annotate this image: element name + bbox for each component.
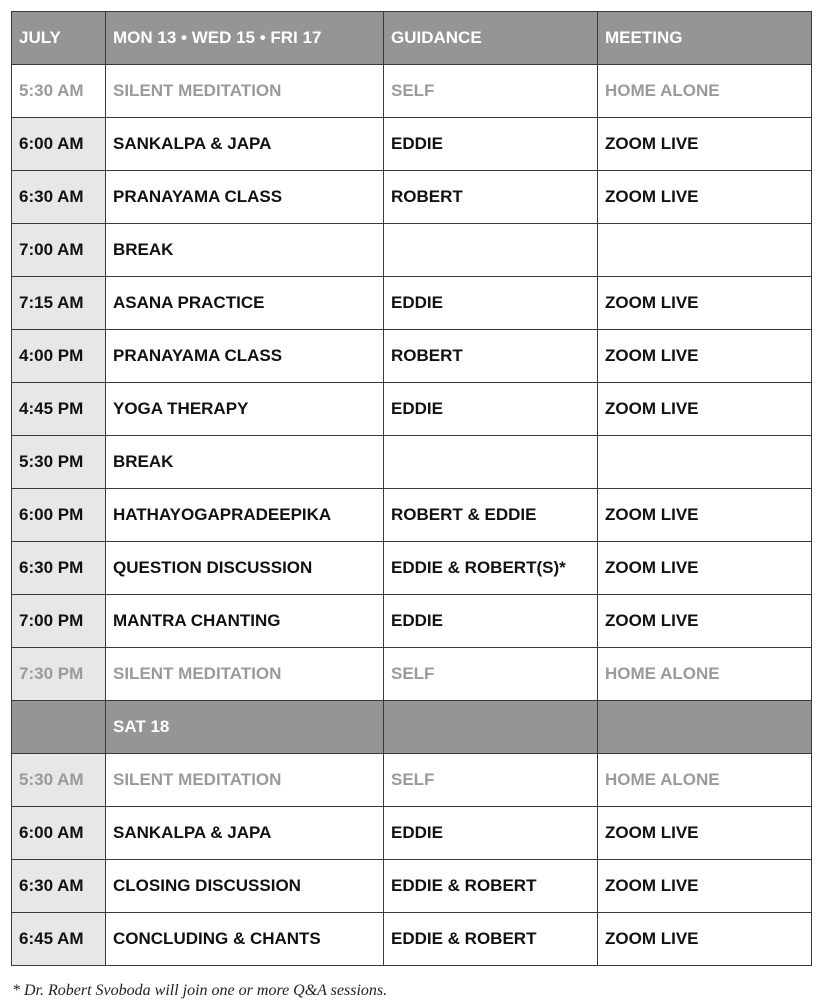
meeting-cell: ZOOM LIVE <box>598 277 812 330</box>
time-cell: 6:30 AM <box>12 171 106 224</box>
time-cell: 5:30 AM <box>12 754 106 807</box>
activity-cell: CONCLUDING & CHANTS <box>106 913 384 966</box>
activity-cell: SANKALPA & JAPA <box>106 118 384 171</box>
section-blank <box>384 701 598 754</box>
activity-cell: CLOSING DISCUSSION <box>106 860 384 913</box>
time-cell: 5:30 AM <box>12 65 106 118</box>
guidance-cell: EDDIE <box>384 595 598 648</box>
meeting-cell: ZOOM LIVE <box>598 542 812 595</box>
time-cell: 6:00 AM <box>12 807 106 860</box>
table-row <box>12 754 812 807</box>
table-row <box>12 171 812 224</box>
guidance-cell: EDDIE & ROBERT <box>384 913 598 966</box>
table-row <box>12 489 812 542</box>
table-row <box>12 542 812 595</box>
guidance-cell <box>384 436 598 489</box>
guidance-cell <box>384 224 598 277</box>
activity-cell: SILENT MEDITATION <box>106 754 384 807</box>
time-cell: 6:00 AM <box>12 118 106 171</box>
meeting-cell: ZOOM LIVE <box>598 383 812 436</box>
meeting-cell: HOME ALONE <box>598 648 812 701</box>
activity-cell: SANKALPA & JAPA <box>106 807 384 860</box>
time-cell: 7:15 AM <box>12 277 106 330</box>
guidance-cell: SELF <box>384 754 598 807</box>
activity-cell: BREAK <box>106 224 384 277</box>
table-row <box>12 807 812 860</box>
section-blank <box>598 701 812 754</box>
meeting-cell: ZOOM LIVE <box>598 807 812 860</box>
meeting-cell: ZOOM LIVE <box>598 118 812 171</box>
activity-cell: HATHAYOGAPRADEEPIKA <box>106 489 384 542</box>
table-row <box>12 277 812 330</box>
weekday-rows <box>12 65 812 701</box>
table-row <box>12 118 812 171</box>
time-cell: 4:00 PM <box>12 330 106 383</box>
activity-cell: YOGA THERAPY <box>106 383 384 436</box>
time-cell: 6:30 PM <box>12 542 106 595</box>
saturday-section <box>12 701 812 754</box>
meeting-cell <box>598 436 812 489</box>
guidance-cell: ROBERT <box>384 171 598 224</box>
meeting-cell: ZOOM LIVE <box>598 171 812 224</box>
table-row <box>12 224 812 277</box>
table-row <box>12 383 812 436</box>
meeting-cell: ZOOM LIVE <box>598 913 812 966</box>
guidance-cell: SELF <box>384 648 598 701</box>
table-row <box>12 330 812 383</box>
guidance-cell: SELF <box>384 65 598 118</box>
meeting-cell: ZOOM LIVE <box>598 860 812 913</box>
activity-cell: QUESTION DISCUSSION <box>106 542 384 595</box>
time-cell: 7:00 AM <box>12 224 106 277</box>
section-blank <box>12 701 106 754</box>
schedule-table <box>11 11 812 966</box>
activity-cell: SILENT MEDITATION <box>106 648 384 701</box>
time-cell: 6:00 PM <box>12 489 106 542</box>
header-row <box>12 12 812 65</box>
time-cell: 5:30 PM <box>12 436 106 489</box>
activity-cell: SILENT MEDITATION <box>106 65 384 118</box>
guidance-cell: EDDIE <box>384 277 598 330</box>
header-month: JULY <box>12 12 106 65</box>
guidance-cell: EDDIE <box>384 118 598 171</box>
meeting-cell: ZOOM LIVE <box>598 595 812 648</box>
activity-cell: MANTRA CHANTING <box>106 595 384 648</box>
guidance-cell: ROBERT <box>384 330 598 383</box>
guidance-cell: EDDIE <box>384 807 598 860</box>
guidance-cell: EDDIE & ROBERT(S)* <box>384 542 598 595</box>
table-row <box>12 65 812 118</box>
section-label: SAT 18 <box>106 701 384 754</box>
meeting-cell: HOME ALONE <box>598 754 812 807</box>
header-days: MON 13 • WED 15 • FRI 17 <box>106 12 384 65</box>
guidance-cell: EDDIE <box>384 383 598 436</box>
table-row <box>12 648 812 701</box>
table-row <box>12 436 812 489</box>
saturday-rows <box>12 754 812 966</box>
time-cell: 6:45 AM <box>12 913 106 966</box>
table-row <box>12 913 812 966</box>
activity-cell: PRANAYAMA CLASS <box>106 171 384 224</box>
meeting-cell <box>598 224 812 277</box>
time-cell: 6:30 AM <box>12 860 106 913</box>
meeting-cell: ZOOM LIVE <box>598 330 812 383</box>
header-guidance: GUIDANCE <box>384 12 598 65</box>
guidance-cell: EDDIE & ROBERT <box>384 860 598 913</box>
header-meeting: MEETING <box>598 12 812 65</box>
activity-cell: ASANA PRACTICE <box>106 277 384 330</box>
meeting-cell: HOME ALONE <box>598 65 812 118</box>
activity-cell: PRANAYAMA CLASS <box>106 330 384 383</box>
guidance-cell: ROBERT & EDDIE <box>384 489 598 542</box>
time-cell: 7:00 PM <box>12 595 106 648</box>
meeting-cell: ZOOM LIVE <box>598 489 812 542</box>
activity-cell: BREAK <box>106 436 384 489</box>
footnote: * Dr. Robert Svoboda will join one or more Q&A sessions. <box>12 982 388 999</box>
section-row <box>12 701 812 754</box>
time-cell: 4:45 PM <box>12 383 106 436</box>
table-row <box>12 860 812 913</box>
time-cell: 7:30 PM <box>12 648 106 701</box>
table-row <box>12 595 812 648</box>
